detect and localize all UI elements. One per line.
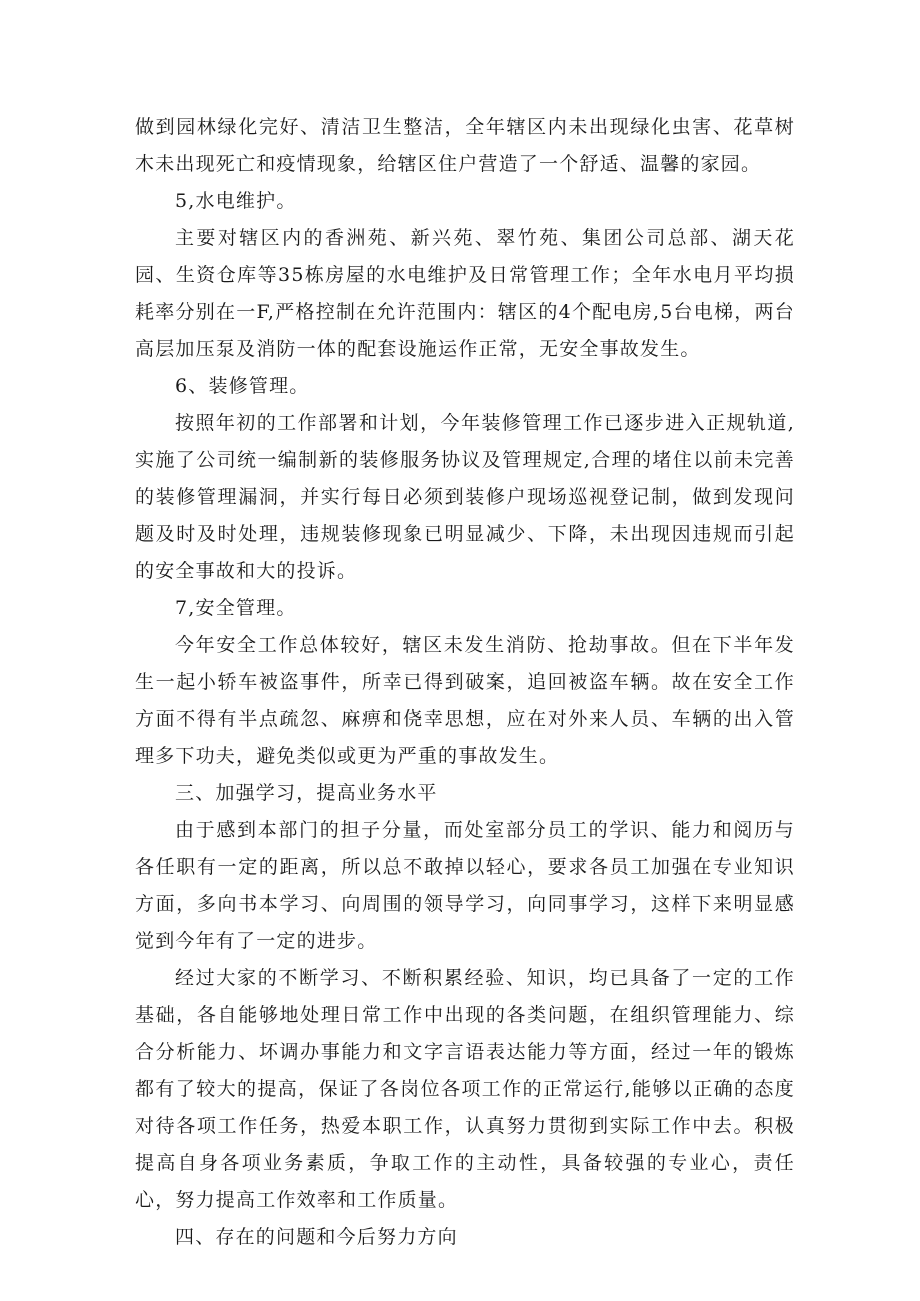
paragraph-study-results: 经过大家的不断学习、不断积累经验、知识，均已具备了一定的工作基础，各自能够地处理日常工作中出现的各类问题，在组织管理能力、综合分析能力、坏调办事能力和文字言语表达能力等方面，经过一年的锻炼都有了较大的提高，保证了各岗位各项工作的正常运行,能够以正确的态度对待各项工作任务，热爱本职工作，认真努力贯彻到实际工作中去。积极提高自身各项业务素质，争取工作的主动性，具备较强的专业心，责任心，努力提高工作效率和工作质量。 xyxy=(135,967,795,1211)
heading-renovation-management: 6、装修管理。 xyxy=(175,375,310,397)
heading-utilities-maintenance: 5,水电维护。 xyxy=(175,190,297,212)
paragraph-renovation-management: 按照年初的工作部署和计划，今年装修管理工作已逐步进入正规轨道,实施了公司统一编制新的装修服务协议及管理规定,合理的堵住以前未完善的装修管理漏洞，并实行每日必须到装修户现场巡视登记制，做到发现问题及时及时处理，违规装修现象已明显减少、下降，未出现因违规而引起的安全事故和大的投诉。 xyxy=(135,412,795,582)
paragraph-study-intro: 由于感到本部门的担子分量，而处室部分员工的学识、能力和阅历与各任职有一定的距离，所以总不敢掉以轻心，要求各员工加强在专业知识方面，多向书本学习、向周围的领导学习，向同事学习，这样下来明显感觉到今年有了一定的进步。 xyxy=(135,819,795,952)
heading-section-three: 三、加强学习，提高业务水平 xyxy=(175,782,438,804)
heading-section-four: 四、存在的问题和今后努力方向 xyxy=(175,1226,458,1248)
heading-safety-management: 7,安全管理。 xyxy=(175,597,297,619)
paragraph-safety-management: 今年安全工作总体较好，辖区未发生消防、抢劫事故。但在下半年发生一起小轿车被盗事件，所幸已得到破案，追回被盗车辆。故在安全工作方面不得有半点疏忽、麻痹和侥幸思想，应在对外来人员、车辆的出入管理多下功夫，避免类似或更为严重的事故发生。 xyxy=(135,634,795,767)
paragraph-utilities-maintenance: 主要对辖区内的香洲苑、新兴苑、翠竹苑、集团公司总部、湖天花园、生资仓库等35栋房屋的水电维护及日常管理工作；全年水电月平均损耗率分别在一F,严格控制在允许范围内：辖区的4个配电房,5台电梯，两台高层加压泵及消防一体的配套设施运作正常，无安全事故发生。 xyxy=(135,227,795,360)
document-body xyxy=(135,109,795,1256)
paragraph-greening-continued: 做到园林绿化完好、清洁卫生整洁，全年辖区内未出现绿化虫害、花草树木未出现死亡和疫情现象，给辖区住户营造了一个舒适、温馨的家园。 xyxy=(135,116,795,175)
